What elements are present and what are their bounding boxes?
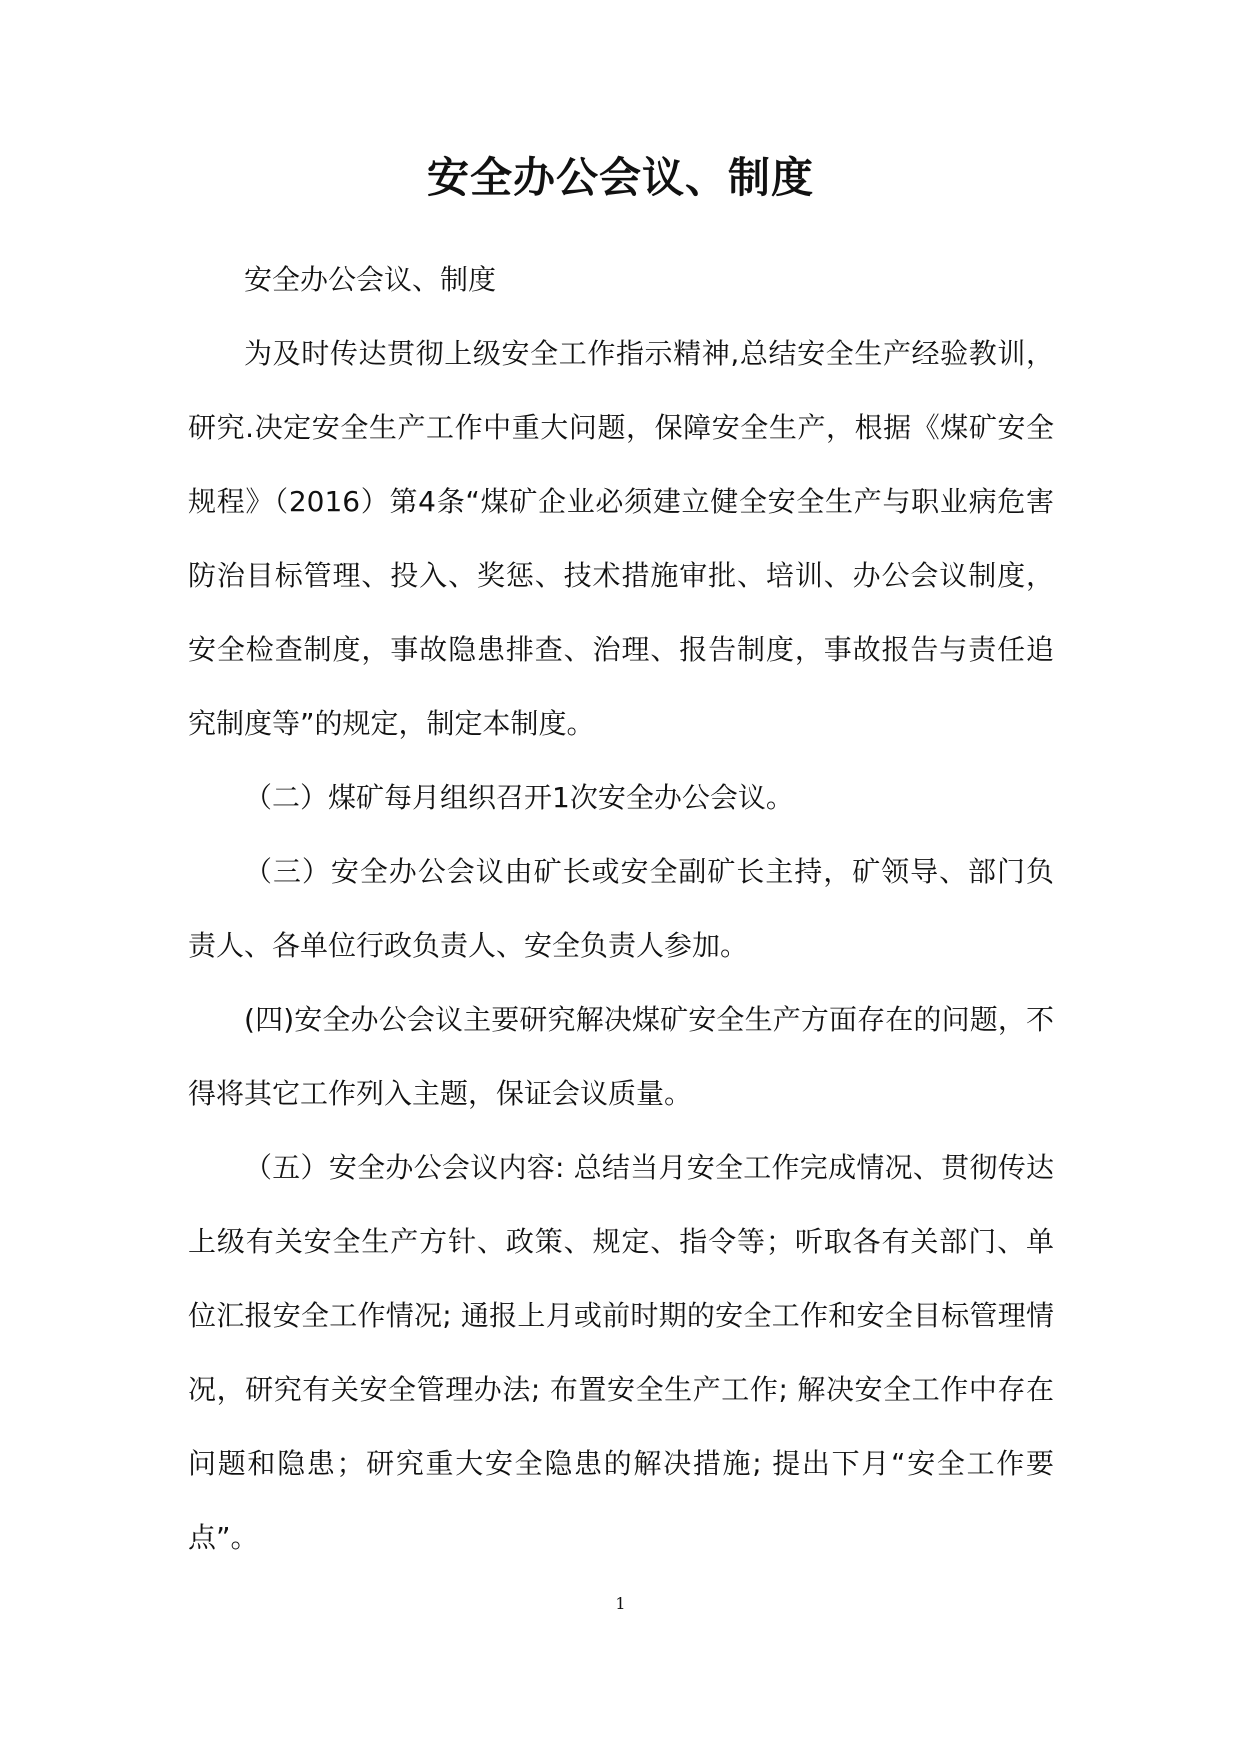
page-number: 1 <box>615 1594 626 1613</box>
paragraph-item-5: （五）安全办公会议内容: 总结当月安全工作完成情况、贯彻传达上级有关安全生产方针、政策、规定、指令等；听取各有关部门、单位汇报安全工作情况; 通报上月或前时期的安全工作和安全目标管理情况，研究有关安全管理办法; 布置安全生产工作; 解决安全工作中存在问题和隐患；研究重大安全隐患的解决措施; 提出下月“安全工作要点”。 <box>188 1151 1054 1554</box>
paragraph-subtitle: 安全办公会议、制度 <box>244 263 497 296</box>
document-title: 安全办公会议、制度 <box>426 153 814 202</box>
paragraph-item-4: (四)安全办公会议主要研究解决煤矿安全生产方面存在的问题，不得将其它工作列入主题，保证会议质量。 <box>188 1003 1054 1110</box>
paragraph-item-2: （二）煤矿每月组织召开1次安全办公会议。 <box>244 781 794 814</box>
document-body <box>188 243 1054 1575</box>
paragraph-purpose: 为及时传达贯彻上级安全工作指示精神,总结安全生产经验教训，研究.决定安全生产工作中重大问题，保障安全生产，根据《煤矿安全规程》（2016）第4条“煤矿企业必须建立健全安全生产与职业病危害防治目标管理、投入、奖惩、技术措施审批、培训、办公会议制度，安全检查制度，事故隐患排查、治理、报告制度，事故报告与责任追究制度等”的规定，制定本制度。 <box>188 337 1054 740</box>
paragraph-item-3: （三）安全办公会议由矿长或安全副矿长主持，矿领导、部门负责人、各单位行政负责人、安全负责人参加。 <box>188 855 1054 962</box>
